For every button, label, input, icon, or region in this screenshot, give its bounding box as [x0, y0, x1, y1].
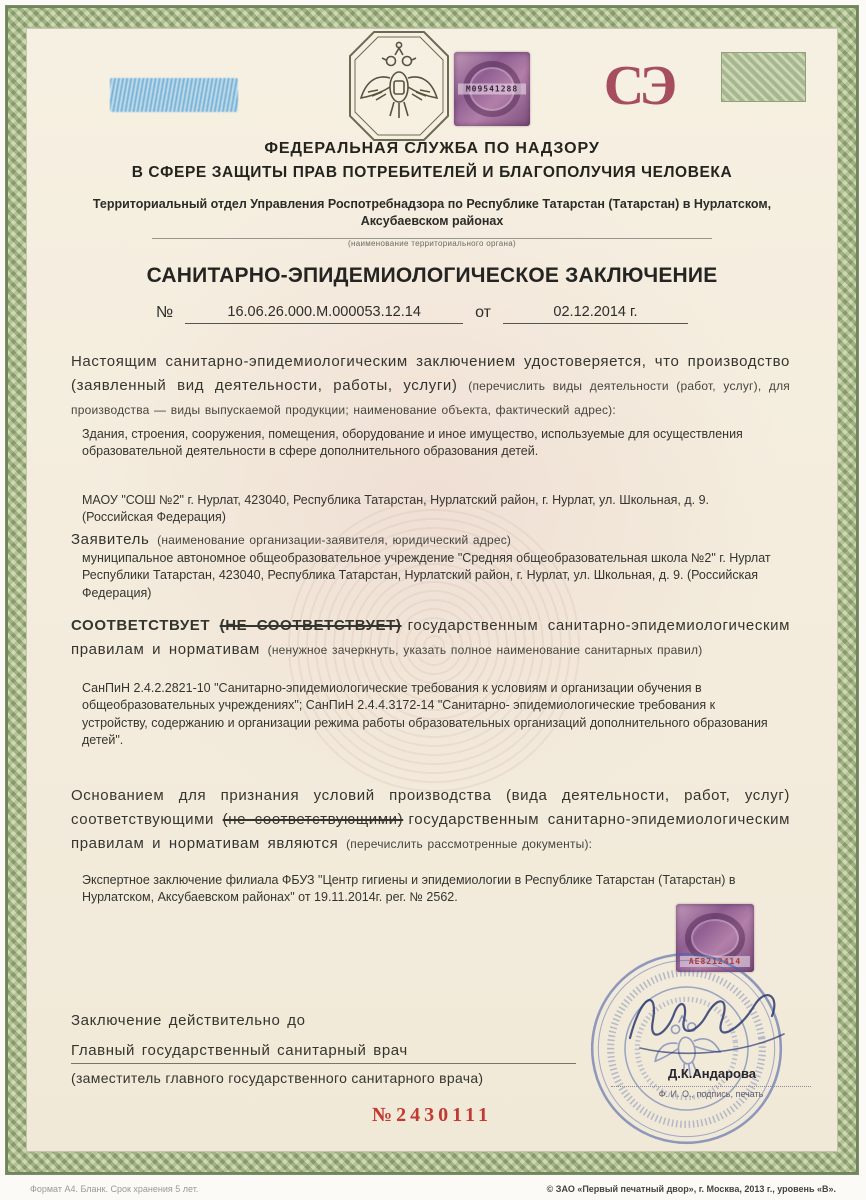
basis-part1: Основанием для признания условий производства (вида деятельности, работ, услуг) соответствующими — [71, 787, 790, 828]
corner-pattern-element — [721, 52, 806, 102]
applicant-heading — [71, 528, 790, 552]
applicant-caption: (наименование организации-заявителя, юридический адрес) — [157, 533, 512, 547]
from-label: от — [475, 304, 491, 321]
agency-name-line1: ФЕДЕРАЛЬНАЯ СЛУЖБА ПО НАДЗОРУ — [264, 140, 600, 157]
number-label: № — [156, 304, 174, 321]
certificate-number: 16.06.26.000.М.000053.12.14 — [185, 304, 463, 324]
certificate-date: 02.12.2014 г. — [503, 304, 688, 324]
rules-text: государственным санитарно-эпидемиологическим правилам и нормативам — [71, 617, 791, 658]
conformity-paragraph — [71, 614, 790, 662]
footer-format-note: Формат А4. Бланк. Срок хранения 5 лет. — [30, 1184, 199, 1194]
conformity-caption: (ненужное зачеркнуть, указать полное наименование санитарных правил) — [267, 643, 703, 657]
hologram-sticker-top — [454, 52, 530, 126]
agency-name-line2: В СФЕРЕ ЗАЩИТЫ ПРАВ ПОТРЕБИТЕЛЕЙ И БЛАГОПОЛУЧИЯ ЧЕЛОВЕКА — [131, 164, 733, 181]
se-logo: СЭ — [603, 55, 673, 117]
signer-name: Д.К.Андарова — [667, 1066, 757, 1081]
territorial-caption: (наименование территориального органа) — [348, 239, 516, 248]
hologram-right-number: АЕ8212414 — [680, 956, 750, 967]
not-conforms-struck-text: (НЕ СООТВЕТСТВУЕТ) — [219, 617, 402, 634]
signature-caption: Ф. И. О., подпись, печать — [611, 1086, 811, 1099]
activity-value: Здания, строения, сооружения, помещения, оборудование и иное имущество, используемые для осуществления образовательной деятельности в сфере дополнительного образования детей. — [82, 427, 743, 459]
conforms-text: СООТВЕТСТВУЕТ — [71, 617, 220, 634]
applicant-value: муниципальное автономное общеобразовательное учреждение "Средняя общеобразовательная школа №2" г. Нурлат Республики Татарстан, 423040, Республика Татарстан, Нурлатский район, г. Нурлат, ул. Школьная, д. 9. (Российская Федерация) — [82, 551, 771, 600]
footer-printer-note: © ЗАО «Первый печатный двор», г. Москва, 2013 г., уровень «В». — [546, 1184, 836, 1194]
coat-of-arms-emblem — [348, 30, 450, 142]
sanpin-value: СанПиН 2.4.2.2821-10 "Санитарно-эпидемиологические требования к условиям и организации обучения в общеобразовательных учреждениях"; СанПиН 2.4.4.3172-14 "Санитарно- эпидемиологические требования к устройству, содержанию и организации режима работы образовательных организаций дополнительного образования детей". — [82, 681, 768, 747]
basis-part2: государственным санитарно-эпидемиологическим правилам и нормативам являются — [71, 811, 790, 852]
certificate-paper — [26, 28, 838, 1152]
security-pattern-element — [110, 78, 238, 112]
basis-struck-text: (не соответствующими) — [222, 811, 404, 828]
territorial-caption-block — [26, 238, 838, 248]
signature-script — [622, 976, 794, 1068]
chief-doctor-line: Главный государственный санитарный врач — [71, 1042, 576, 1064]
territorial-body: Территориальный отдел Управления Роспотребнадзора по Республике Татарстан (Татарстан) в Нурлатском, Аксубаевском районах — [92, 197, 772, 228]
basis-caption: (перечислить рассмотренные документы): — [346, 837, 593, 851]
blank-serial-number: №2430111 — [372, 1104, 492, 1126]
valid-until-line: Заключение действительно до — [71, 1012, 306, 1029]
hologram-top-number: М09541288 — [458, 84, 526, 95]
statement-paragraph — [71, 350, 790, 422]
deputy-line: (заместитель главного государственного санитарного врача) — [71, 1070, 484, 1086]
object-address-value: МАОУ "СОШ №2" г. Нурлат, 423040, Республика Татарстан, Нурлатский район, г. Нурлат, ул. Школьная, д. 9. (Российская Федерация) — [82, 493, 710, 525]
statement-caption: (перечислить виды деятельности (работ, услуг), для производства — виды выпускаемой продукции; наименование объекта, фактический адрес): — [71, 379, 790, 417]
document-title: САНИТАРНО-ЭПИДЕМИОЛОГИЧЕСКОЕ ЗАКЛЮЧЕНИЕ — [146, 264, 718, 287]
basis-paragraph — [71, 784, 790, 856]
documents-value: Экспертное заключение филиала ФБУЗ "Центр гигиены и эпидемиологии в Республике Татарстан (Татарстан) в Нурлатском, Аксубаевском районах" от 19.11.2014г. рег. № 2562. — [82, 873, 736, 905]
statement-main: Настоящим санитарно-эпидемиологическим заключением удостоверяется, что производство (заявленный вид деятельности, работы, услуги) — [71, 353, 790, 394]
applicant-label: Заявитель — [71, 531, 158, 548]
number-row — [156, 304, 688, 324]
